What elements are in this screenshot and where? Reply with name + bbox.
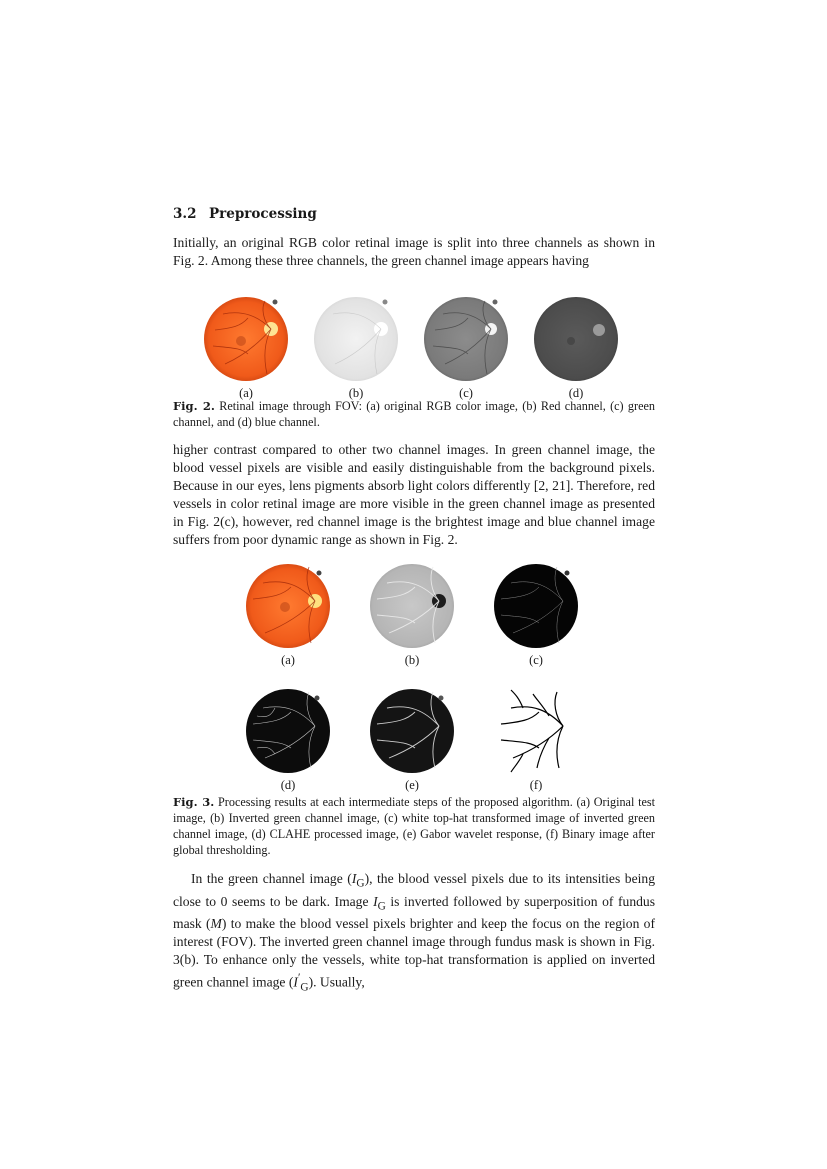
symbol-i-g: I	[373, 893, 378, 909]
fig2-panel-c	[423, 296, 509, 401]
fig2-sublabel: (d)	[568, 386, 584, 400]
subscript-g: G	[300, 981, 309, 994]
figure-2-caption-lead: Fig. 2.	[173, 399, 215, 413]
figure-2-caption-text: Retinal image through FOV: (a) original RGB color image, (b) Red channel, (c) green channel, and (d) blue channel.	[173, 399, 656, 429]
fig2-sublabel: (a)	[239, 386, 253, 400]
section-heading	[173, 206, 655, 222]
figure-2	[203, 296, 643, 400]
fig2-panel-b	[313, 296, 399, 401]
gabor-wavelet-response-image	[369, 688, 455, 774]
original-test-image	[245, 563, 331, 649]
fig3-panel-a	[245, 563, 331, 668]
fig3-sublabel: (f)	[529, 778, 543, 792]
fig3-panel-c	[493, 563, 579, 668]
fig3-panel-d	[245, 688, 331, 793]
section-title: Preprocessing	[209, 206, 317, 222]
fig3-sublabel: (c)	[529, 653, 543, 667]
retina-color-image	[203, 296, 289, 382]
fig3-sublabel: (e)	[405, 778, 419, 792]
paragraph-3-text: ). Usually,	[308, 974, 365, 990]
fig2-sublabel: (c)	[459, 386, 473, 400]
paragraph-2: higher contrast compared to other two channel images. In green channel image, the blood vessel pixels are visible and easily distinguishable from the background pixels. Because in our eyes, lens pigments absorb light colors differently [2, 21]. Therefore, red vessels in color retinal image are more visible in the green channel image as presented in Fig. 2(c), however, red channel image is the brightest image and blue channel image suffers from poor dynamic range as shown in Fig. 2.	[173, 442, 655, 547]
fig3-panel-b	[369, 563, 455, 668]
paragraph-3-text: In the green channel image (	[191, 871, 352, 886]
retina-blue-channel-image	[533, 296, 619, 382]
inverted-green-channel-image	[369, 563, 455, 649]
symbol-i-g-prime: I	[293, 974, 298, 990]
figure-2-caption	[173, 398, 655, 430]
paragraph-3-text: ) to make the blood vessel pixels brighter and keep the focus on the region of interest (FOV). The inverted green channel image through fundus mask is shown in Fig. 3(b). To enhance only the vessels, white top-hat transformation is applied on inverted green channel image (	[173, 916, 656, 990]
fig2-panel-a	[203, 296, 289, 401]
symbol-i-g: I	[351, 871, 357, 886]
subscript-g: G	[377, 900, 386, 913]
clahe-processed-image	[245, 688, 331, 774]
fig3-sublabel: (b)	[404, 653, 420, 667]
section-number: 3.2	[173, 206, 197, 222]
fig2-sublabel: (b)	[348, 386, 364, 400]
retina-green-channel-image	[423, 296, 509, 382]
subscript-g: G	[356, 877, 365, 890]
fig2-panel-d	[533, 296, 619, 401]
paragraph-3-text: ), the blood vessel pixels due to its intensities being close to 0 seems to be dark. Image	[173, 871, 655, 909]
paragraph-3-text: is inverted followed by superposition of fundus mask (	[173, 893, 656, 932]
paragraph-3	[173, 870, 655, 997]
superscript-prime: ′	[297, 972, 301, 985]
figure-3-row-2	[245, 688, 585, 796]
figure-3-caption-text: Processing results at each intermediate steps of the proposed algorithm. (a) Original test image, (b) Inverted green channel image, (c) white top-hat transformed image of inverted green channel image, (d) CLAHE processed image, (e) Gabor wavelet response, (f) Binary image after global thresholding.	[173, 795, 656, 857]
fig3-sublabel: (a)	[281, 653, 295, 667]
binary-vessel-image	[493, 688, 579, 774]
figure-3-caption-lead: Fig. 3.	[173, 795, 215, 809]
figure-3-caption	[173, 794, 655, 858]
fig3-panel-f	[493, 688, 579, 793]
paragraph-1: Initially, an original RGB color retinal image is split into three channels as shown in Fig. 2. Among these three channels, the green channel image appears having	[173, 235, 655, 268]
symbol-m: M	[210, 916, 222, 932]
figure-3-row-1	[245, 563, 585, 671]
fig3-sublabel: (d)	[280, 778, 296, 792]
white-top-hat-image	[493, 563, 579, 649]
retina-red-channel-image	[313, 296, 399, 382]
fig3-panel-e	[369, 688, 455, 793]
